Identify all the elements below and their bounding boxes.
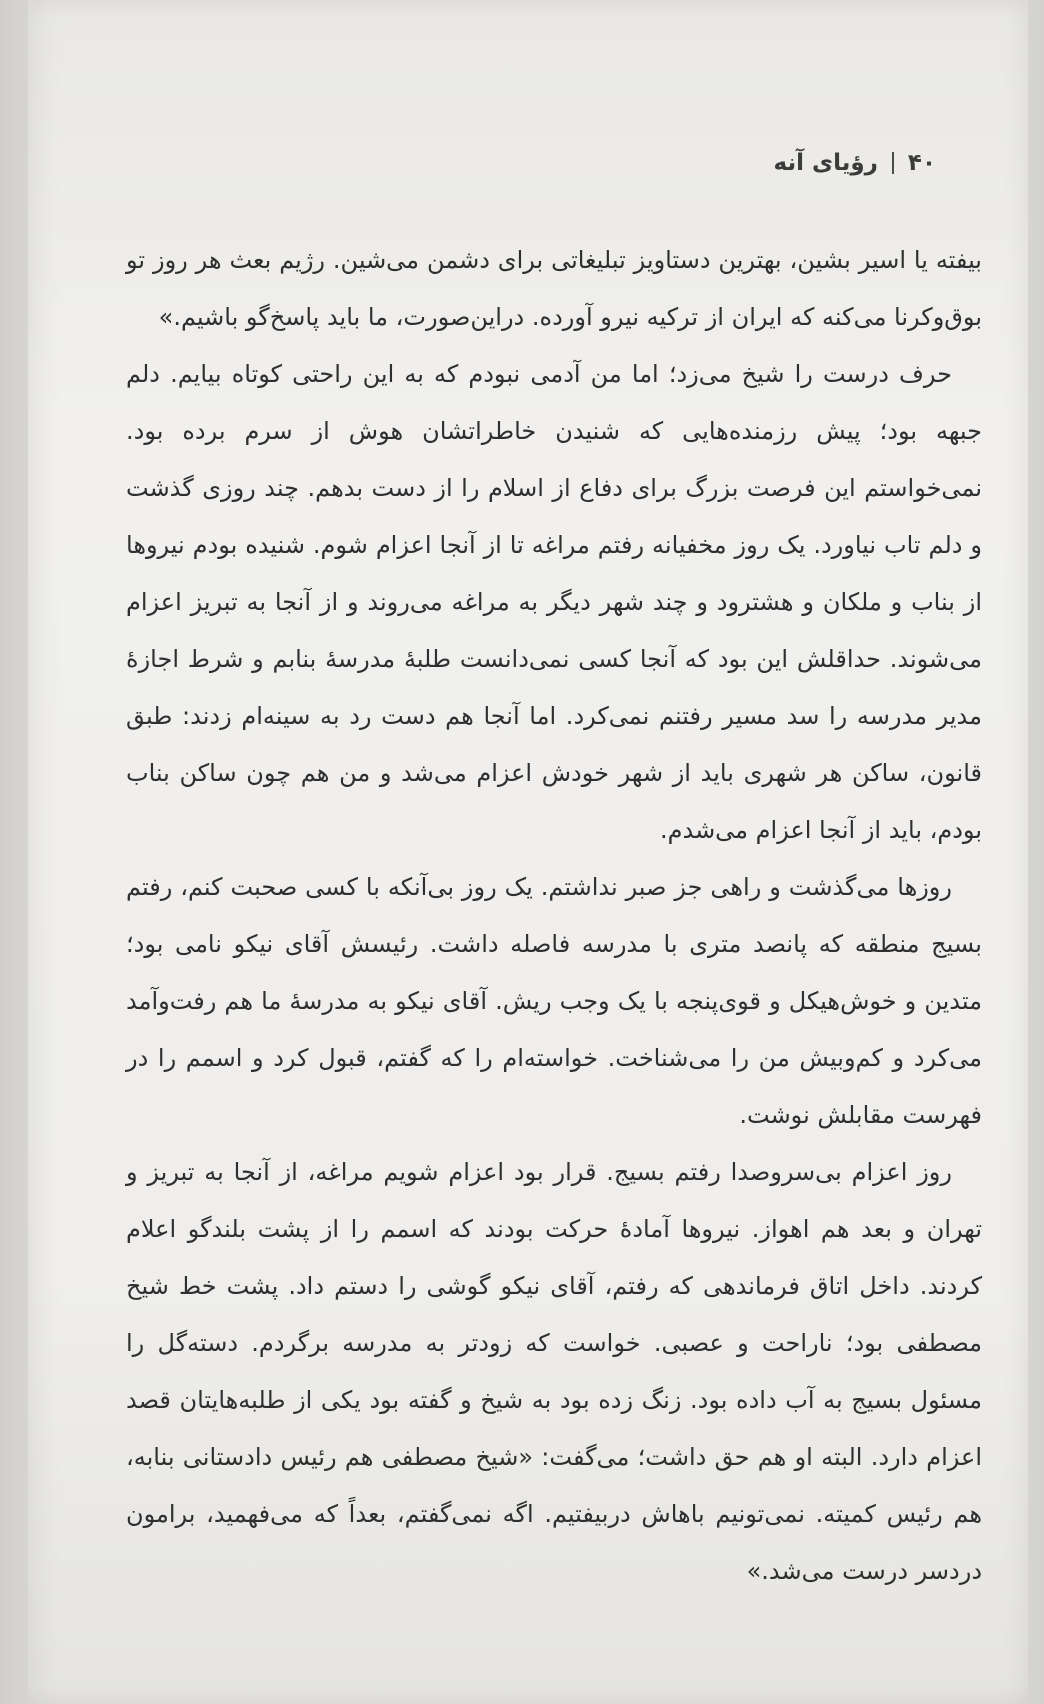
book-title: رؤیای آنه — [773, 150, 878, 176]
running-head — [774, 150, 936, 176]
paragraph-1: بیفته یا اسیر بشین، بهترین دستاویز تبلیغاتی برای دشمن می‌شین. رژیم بعث هر روز تو بوق‌وکرنا می‌کنه که ایران از ترکیه نیرو آورده. دراین‌صورت، ما باید پاسخ‌گو باشیم.» — [126, 246, 982, 331]
page-number: ۴۰ — [907, 150, 936, 176]
paragraph-2: حرف درست را شیخ می‌زد؛ اما من آدمی نبودم که به این راحتی کوتاه بیایم. دلم جبهه بود؛ پیش رزمنده‌هایی که شنیدن خاطراتشان هوش از سرم برده بود. نمی‌خواستم این فرصت بزرگ برای دفاع از اسلام را از دست بدهم. چند روزی گذشت و دلم تاب نیاورد. یک روز مخفیانه رفتم مراغه تا از آنجا اعزام شوم. شنیده بودم نیروها از بناب و ملکان و هشترود و چند شهر دیگر به مراغه می‌روند و از آنجا به تبریز اعزام می‌شوند. حداقلش این بود که آنجا کسی نمی‌دانست طلبهٔ مدرسهٔ بنابم و شرط اجازهٔ مدیر مدرسه را سد مسیر رفتنم نمی‌کرد. اما آنجا هم دست رد به سینه‌ام زدند: طبق قانون، ساکن هر شهری باید از شهر خودش اعزام می‌شد و من هم چون ساکن بناب بودم، باید از آنجا اعزام می‌شدم. — [126, 360, 982, 844]
body-text — [126, 232, 982, 1600]
header-divider — [892, 152, 894, 174]
paragraph-4: روز اعزام بی‌سروصدا رفتم بسیج. قرار بود اعزام شویم مراغه، از آنجا به تبریز و تهران و بعد هم اهواز. نیروها آمادهٔ حرکت بودند که اسمم را از پشت بلندگو اعلام کردند. داخل اتاق فرماندهی که رفتم، آقای نیکو گوشی را دستم داد. پشت خط شیخ مصطفی بود؛ ناراحت و عصبی. خواست که زودتر به مدرسه برگردم. دسته‌گل را مسئول بسیج به آب داده بود. زنگ زده بود به شیخ و گفته بود یکی از طلبه‌هایتان قصد اعزام دارد. البته او هم حق داشت؛ می‌گفت: «شیخ مصطفی هم رئیس دادستانی بنابه، هم رئیس کمیته. نمی‌تونیم باهاش دربیفتیم. اگه نمی‌گفتم، بعداً که می‌فهمید، برامون دردسر درست می‌شد.» — [126, 1158, 982, 1585]
book-page — [28, 0, 1028, 1704]
paragraph-3: روزها می‌گذشت و راهی جز صبر نداشتم. یک روز بی‌آنکه با کسی صحبت کنم، رفتم بسیج منطقه که پانصد متری با مدرسه فاصله داشت. رئیسش آقای نیکو نامی بود؛ متدین و خوش‌هیکل و قوی‌پنجه با یک وجب ریش. آقای نیکو به مدرسهٔ ما هم رفت‌وآمد می‌کرد و کم‌وبیش من را می‌شناخت. خواسته‌ام را که گفتم، قبول کرد و اسمم را در فهرست مقابلش نوشت. — [126, 873, 982, 1129]
